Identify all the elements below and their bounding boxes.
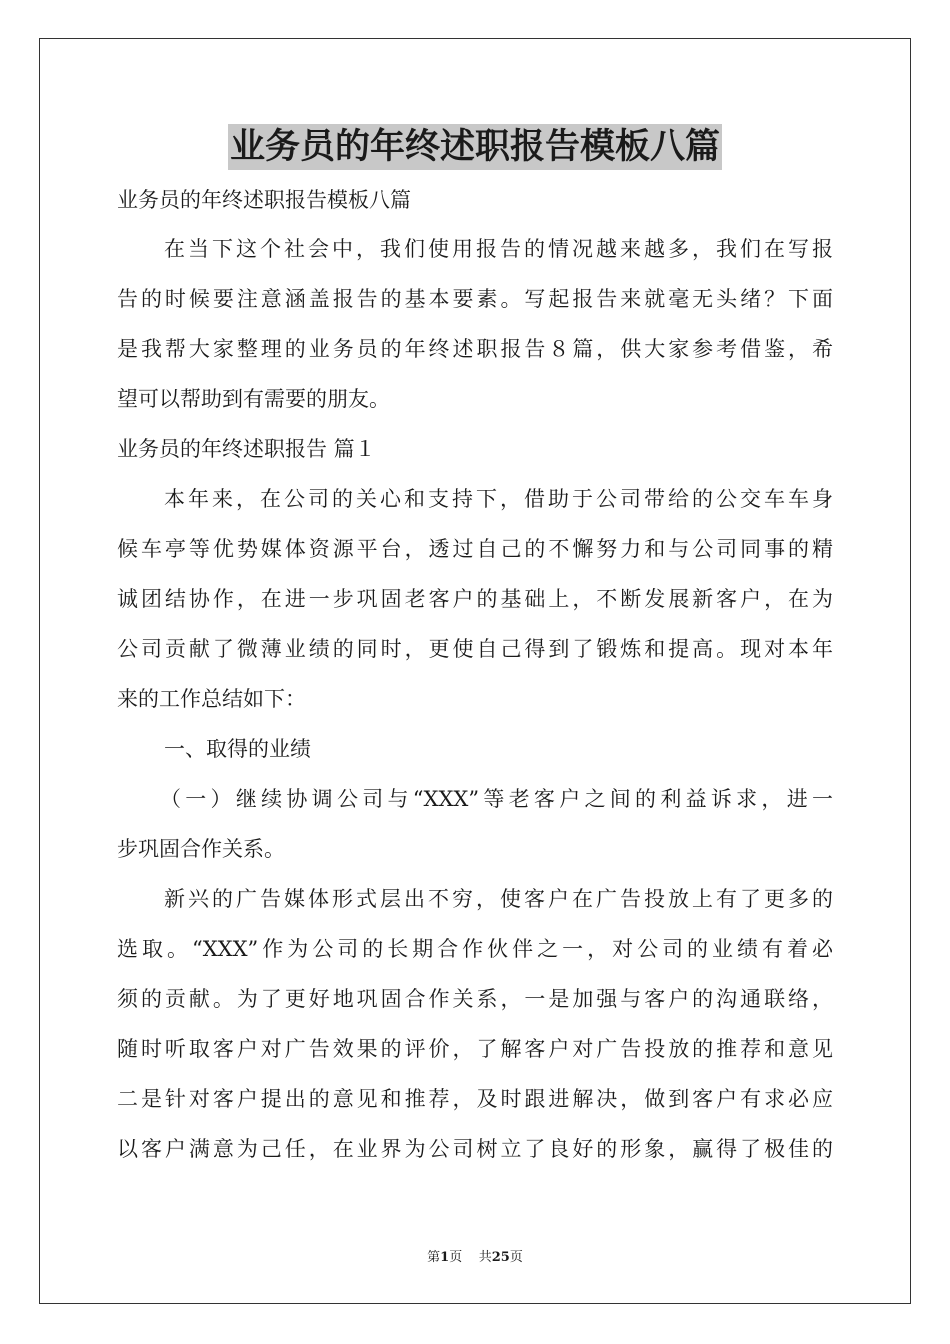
page-number: 1 [440,1250,450,1265]
paragraph-line: 以客户满意为己任，在业界为公司树立了良好的形象，赢得了极佳的 [117,1137,833,1161]
intro-line: 望可以帮助到有需要的朋友。 [117,387,390,411]
paragraph-line: 选取。“XXX”作为公司的长期合作伙伴之一，对公司的业绩有着必 [117,937,833,961]
page-border [39,38,911,1304]
document-subtitle: 业务员的年终述职报告模板八篇 [117,188,411,212]
achievements-heading: 一、取得的业绩 [164,737,311,761]
sub-heading-line: （一）继续协调公司与“XXX”等老客户之间的利益诉求，进一 [160,787,833,811]
paragraph-line: 诚团结协作，在进一步巩固老客户的基础上，不断发展新客户，在为 [117,587,833,611]
paragraph-line: 本年来，在公司的关心和支持下，借助于公司带给的公交车车身 [164,487,833,511]
document-title: 业务员的年终述职报告模板八篇 [228,124,722,170]
paragraph-line: 随时听取客户对广告效果的评价，了解客户对广告投放的推荐和意见 [117,1037,833,1061]
sub-heading-line: 步巩固合作关系。 [117,837,285,861]
intro-line: 是我帮大家整理的业务员的年终述职报告８篇，供大家参考借鉴，希 [117,337,833,361]
total-pages: 25 [491,1250,510,1265]
intro-line: 在当下这个社会中，我们使用报告的情况越来越多，我们在写报 [164,237,833,261]
footer-total-unit: 页 [509,1250,523,1265]
page-footer [0,1249,950,1267]
title-container [0,124,950,170]
paragraph-line: 须的贡献。为了更好地巩固合作关系，一是加强与客户的沟通联络， [117,987,833,1011]
footer-prefix: 第 [427,1250,441,1265]
paragraph-line: 候车亭等优势媒体资源平台，透过自己的不懈努力和与公司同事的精 [117,537,833,561]
paragraph-line: 公司贡献了微薄业绩的同时，更使自己得到了锻炼和提高。现对本年 [117,637,833,661]
paragraph-line: 新兴的广告媒体形式层出不穷，使客户在广告投放上有了更多的 [164,887,833,911]
footer-page-unit: 页 [449,1250,463,1265]
paragraph-line: 来的工作总结如下： [117,687,306,711]
section-heading: 业务员的年终述职报告 篇１ [117,437,376,461]
paragraph-line: 二是针对客户提出的意见和推荐，及时跟进解决，做到客户有求必应 [117,1087,833,1111]
intro-line: 告的时候要注意涵盖报告的基本要素。写起报告来就毫无头绪？下面 [117,287,833,311]
footer-total-prefix: 共 [478,1250,492,1265]
